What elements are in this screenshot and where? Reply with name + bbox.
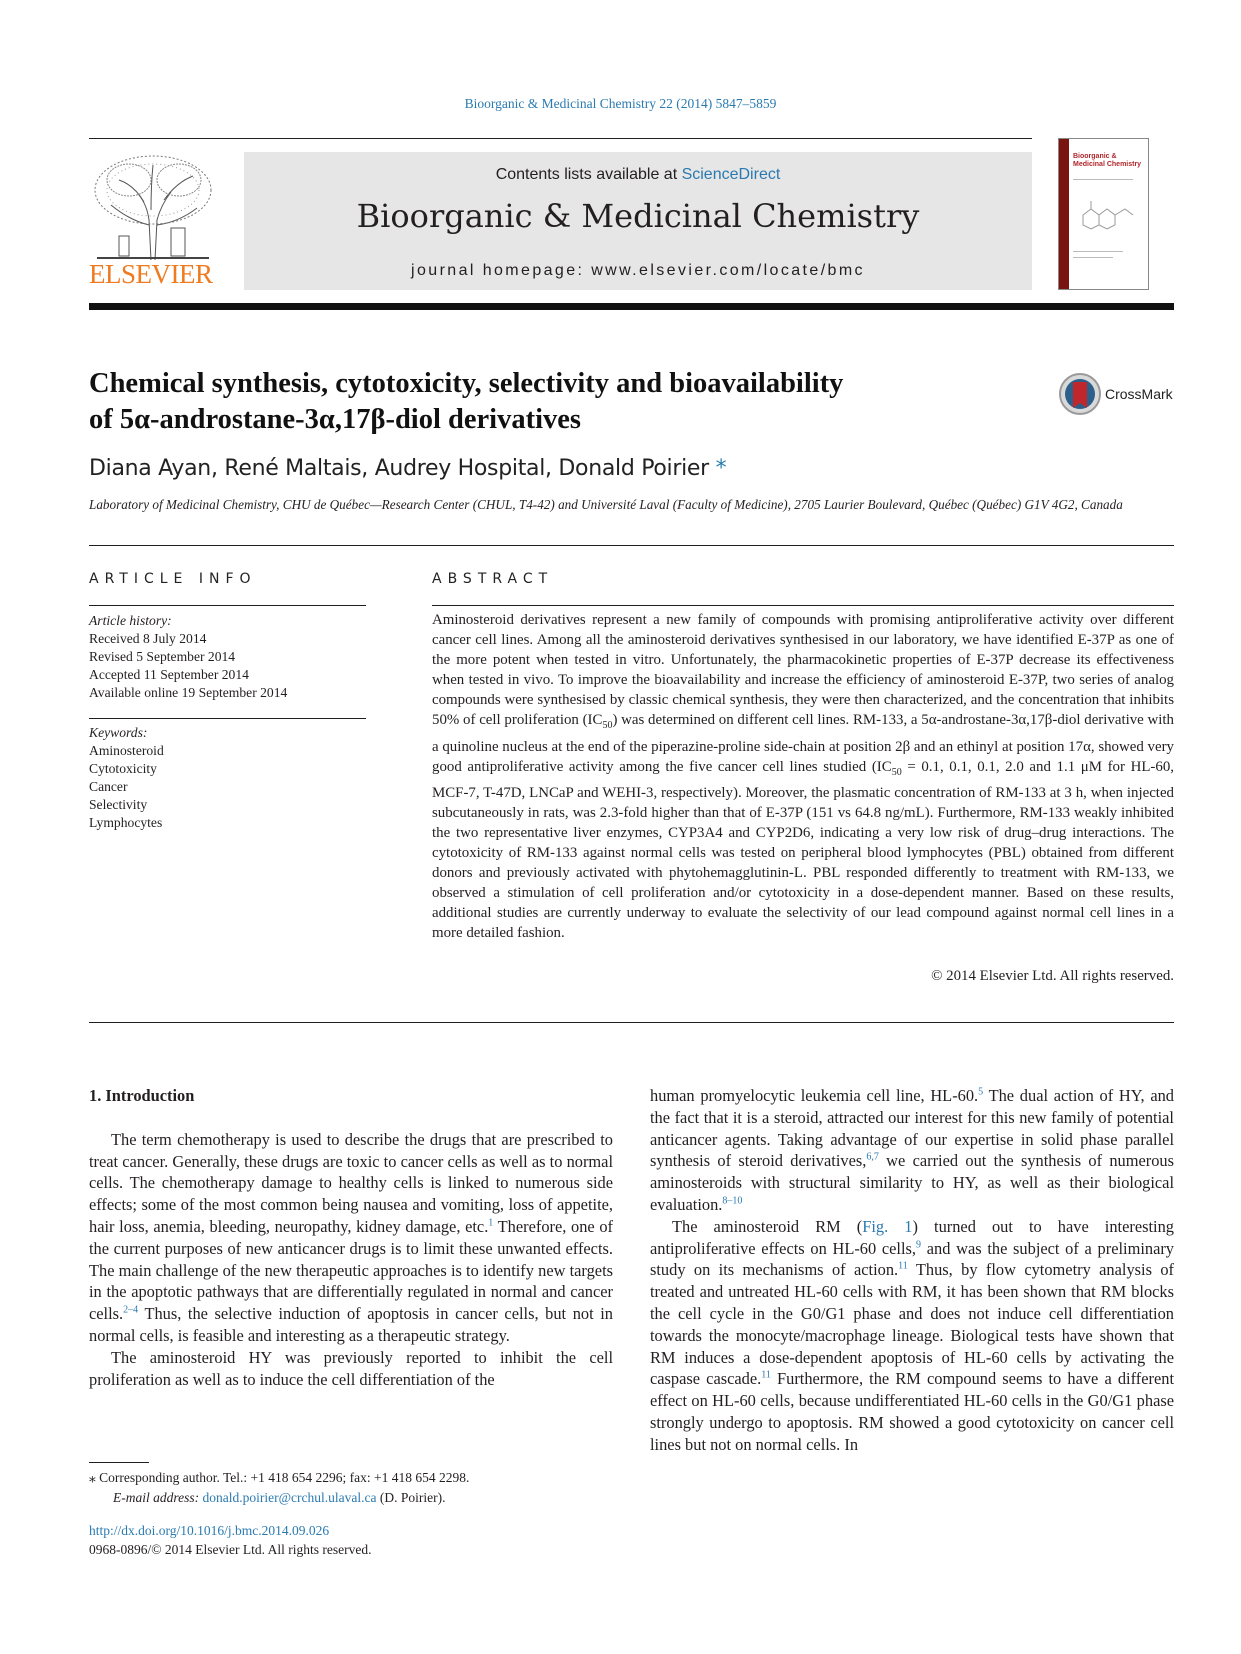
email-label: E-mail address: — [113, 1490, 203, 1505]
body-column-left — [89, 1085, 613, 1390]
elsevier-tree-icon — [89, 150, 219, 262]
author-list — [89, 456, 1089, 481]
keyword-item: Selectivity — [89, 797, 148, 812]
citation-ref[interactable]: 8–10 — [722, 1195, 743, 1207]
citation-ref[interactable]: 5 — [978, 1086, 984, 1098]
citation-ref[interactable]: 11 — [898, 1260, 908, 1272]
journal-cover-thumbnail[interactable] — [1058, 138, 1149, 290]
cover-spine — [1059, 139, 1069, 289]
article-title — [89, 366, 989, 438]
contents-line — [244, 166, 1032, 184]
affiliation: Laboratory of Medicinal Chemistry, CHU de Québec—Research Center (CHUL, T4-42) and Université Laval (Faculty of Medicine), 2705 Laurier Boulevard, Québec (Québec) G1V 4G2, Canada — [89, 497, 1123, 512]
body-text: Furthermore, the RM compound seems to have a different effect on HL-60 cells, because undifferentiated HL-60 cells in the G0/G1 phase strongly undergo to apoptosis. RM showed a good cytotoxicity on cancer cell lines but not on normal cells. In — [650, 1369, 1174, 1454]
history-item: Available online 19 September 2014 — [89, 685, 288, 700]
cover-divider — [1073, 179, 1133, 180]
body-text: and was the subject of a preliminary study on its mechanisms of action. — [650, 1238, 1174, 1280]
body-paragraph — [650, 1216, 1174, 1456]
keywords-label: Keywords: — [89, 725, 148, 740]
abstract-text — [432, 610, 1174, 943]
body-text: The dual action of HY, and the fact that it is a steroid, attracted our interest for this new family of potential anticancer agents. Taking advantage of our expertise in solid phase parallel synthesis of steroid derivatives, — [650, 1086, 1174, 1171]
journal-citation[interactable]: Bioorganic & Medicinal Chemistry 22 (2014) 5847–5859 — [464, 96, 777, 111]
abstract-rule — [432, 605, 1174, 606]
body-text: The term chemotherapy is used to describe the drugs that are prescribed to treat cancer. Generally, these drugs are toxic to cancer cells as well as to normal cells. The chemotherapy damage to healthy cells is linked to numerous side effects; some of the most common being nausea and vomiting, loss of appetite, hair loss, anemia, bleeding, neuropathy, kidney damage, etc. — [89, 1129, 613, 1236]
footnote-mark: ⁎ — [89, 1470, 96, 1485]
citation-ref[interactable]: 1 — [488, 1217, 494, 1229]
crossmark-icon — [1058, 372, 1102, 416]
subscript: 50 — [891, 766, 902, 778]
subscript: 50 — [602, 720, 613, 732]
history-item: Received 8 July 2014 — [89, 631, 207, 646]
body-text: The aminosteroid RM ( — [672, 1216, 863, 1236]
sciencedirect-link[interactable]: ScienceDirect — [681, 166, 781, 183]
body-text: human promyelocytic leukemia cell line, HL-60. — [650, 1086, 979, 1105]
cover-divider — [1073, 257, 1113, 258]
title-line: of 5α-androstane-3α,17β-diol derivatives — [89, 404, 581, 435]
footnote-text: Corresponding author. Tel.: +1 418 654 2296; fax: +1 418 654 2298. — [99, 1470, 470, 1485]
history-item: Revised 5 September 2014 — [89, 649, 236, 664]
introduction-heading: 1. Introduction — [89, 1086, 195, 1105]
citation-ref[interactable]: 6,7 — [866, 1151, 879, 1163]
email-link[interactable]: donald.poirier@crchul.ulaval.ca — [202, 1490, 377, 1505]
header-thick-rule — [89, 303, 1174, 310]
issn-line: 0968-0896/© 2014 Elsevier Ltd. All rights reserved. — [89, 1541, 372, 1557]
body-text: Thus, the selective induction of apoptosis in cancer cells, but not in normal cells, is feasible and interesting as a therapeutic strategy. — [89, 1304, 613, 1345]
contents-prefix: Contents lists available at — [495, 166, 682, 183]
keyword-item: Aminosteroid — [89, 743, 164, 758]
history-label: Article history: — [89, 613, 172, 628]
citation-ref[interactable]: 11 — [761, 1369, 771, 1381]
footnote — [89, 1468, 649, 1508]
abstract-part: Aminosteroid derivatives represent a new family of compounds with promising antiproliferative activity over different cancer cell lines. Among all the aminosteroid derivatives synthesised in our laboratory, we have identified E-37P as one of the more potent when tested in vitro. Unfortunately, the pharmacokinetic properties of E-37P decrease its effectiveness when tested in vivo. To improve the bioavailability and increase the efficiency of aminosteroid E-37P, two series of analog compounds were synthesised by classic chemical synthesis, they were then characterized, and the concentration that inhibits 50% of cell proliferation (IC — [432, 612, 1174, 729]
section-rule — [89, 1022, 1174, 1023]
abstract-copyright: © 2014 Elsevier Ltd. All rights reserved. — [931, 968, 1174, 984]
journal-masthead — [244, 152, 1032, 290]
journal-name: Bioorganic & Medicinal Chemistry — [356, 197, 920, 235]
crossmark-label: CrossMark — [1105, 386, 1173, 402]
citation-ref[interactable]: 9 — [916, 1239, 922, 1251]
title-line: Chemical synthesis, cytotoxicity, selectivity and bioavailability — [89, 368, 844, 399]
body-text: Thus, by flow cytometry analysis of treated and untreated HL-60 cells with RM, it has been shown that RM blocks the cell cycle in the G0/G1 phase and does not induce cell differentiation towards the monocyte/macrophage lineage. Biological tests have shown that RM induces a dose-dependent apoptosis of HL-60 cells by activating the caspase cascade. — [650, 1260, 1174, 1389]
abstract-heading: ABSTRACT — [432, 571, 554, 587]
journal-homepage[interactable]: journal homepage: www.elsevier.com/locate/bmc — [411, 262, 865, 279]
body-paragraph — [89, 1129, 613, 1347]
article-info-rule — [89, 605, 366, 606]
doi-link[interactable]: http://dx.doi.org/10.1016/j.bmc.2014.09.026 — [89, 1523, 330, 1538]
section-rule — [89, 545, 1174, 546]
article-info-heading: ARTICLE INFO — [89, 571, 257, 587]
elsevier-logo — [89, 150, 219, 290]
body-paragraph: The aminosteroid HY was previously reported to inhibit the cell proliferation as well as to induce the cell differentiation of the — [89, 1347, 613, 1389]
body-column-right — [650, 1085, 1174, 1456]
body-paragraph — [650, 1085, 1174, 1216]
body-text: ) turned out to have interesting antiproliferative effects on HL-60 cells, — [650, 1216, 1174, 1258]
cover-divider — [1073, 251, 1123, 252]
keywords-list — [89, 724, 369, 832]
elsevier-wordmark: ELSEVIER — [89, 259, 213, 289]
body-text: we carried out the synthesis of numerous aminosteroids with structural similarity to HY, as well as their biological evaluation. — [650, 1151, 1175, 1214]
footnote-email — [89, 1488, 649, 1508]
keyword-item: Lymphocytes — [89, 815, 163, 830]
abstract-part: ) was determined on different cell lines. RM-133, a 5α-androstane-3α,17β-diol derivative with a quinoline nucleus at the end of the piperazine-proline side-chain at position 2β and an ethinyl at position 17α, showed very good antiproliferative activity among the five cancer cell lines studied (IC — [432, 712, 1174, 775]
body-text: Therefore, one of the current purposes of new anticancer drugs is to limit these unwanted effects. The main challenge of the new therapeutic approaches is to identify new targets in the apoptotic pathways that are differentially regulated in normal and cancer cells. — [89, 1216, 613, 1324]
corresponding-author-mark[interactable]: * — [715, 456, 727, 481]
keyword-item: Cancer — [89, 779, 128, 794]
crossmark-badge[interactable] — [1058, 372, 1178, 418]
article-info-rule — [89, 718, 366, 719]
cover-title: Bioorganic & Medicinal Chemistry — [1073, 153, 1142, 168]
keyword-item: Cytotoxicity — [89, 761, 157, 776]
figure-link[interactable]: Fig. 1 — [862, 1216, 913, 1236]
citation-ref[interactable]: 2–4 — [123, 1304, 139, 1316]
article-history — [89, 612, 369, 702]
top-rule — [89, 138, 1032, 139]
cover-molecule-icon — [1075, 195, 1141, 233]
footnote-rule — [89, 1462, 149, 1463]
footnote-corresponding — [89, 1468, 649, 1488]
abstract-part: = 0.1, 0.1, 0.1, 2.0 and 1.1 μM for HL-60, MCF-7, T-47D, LNCaP and WEHI-3, respectively). Moreover, the plasmatic concentration of RM-133 at 3 h, when injected subcutaneously in rats, was 2.3-fold higher than that of E-37P (151 vs 64.8 ng/mL). Furthermore, RM-133 weakly inhibited the two representative liver enzymes, CYP3A4 and CYP2D6, indicating a very low risk of drug–drug interactions. The cytotoxicity of RM-133 against normal cells was tested on peripheral blood lymphocytes (PBL) obtained from different donors and previously activated with phytohemagglutinin-L. PBL responded differently to treatment with RM-133, we observed a stimulation of cell proliferation and/or cytotoxicity in a dose-dependent manner. Based on these results, additional studies are currently underway to evaluate the selectivity of our lead compound against normal cell lines in a more detailed fashion. — [432, 758, 1174, 942]
email-suffix: (D. Poirier). — [376, 1490, 446, 1505]
doi-block — [89, 1522, 649, 1559]
history-item: Accepted 11 September 2014 — [89, 667, 249, 682]
authors-text: Diana Ayan, René Maltais, Audrey Hospital, Donald Poirier — [89, 456, 709, 481]
